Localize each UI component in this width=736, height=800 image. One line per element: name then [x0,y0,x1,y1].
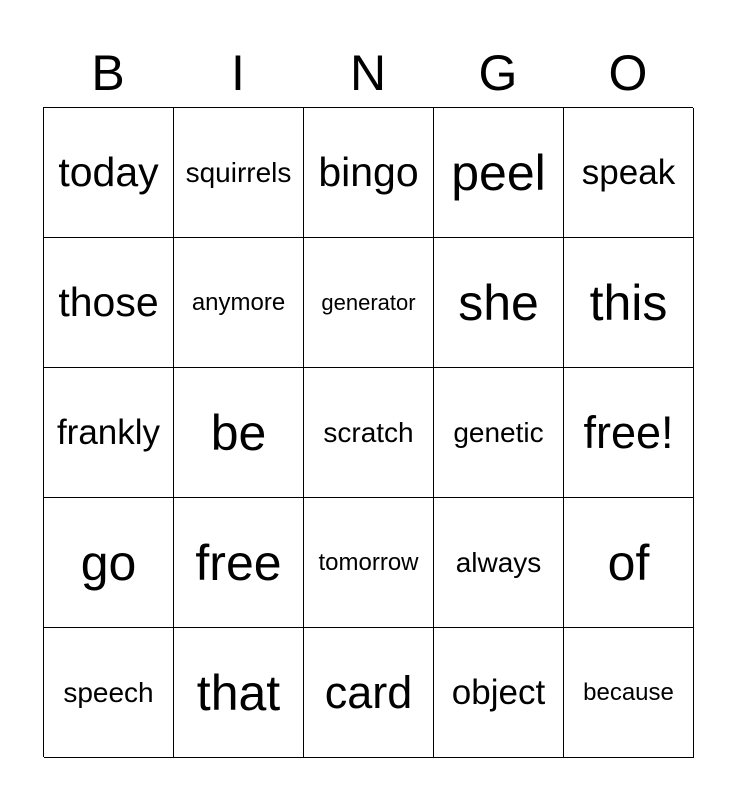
bingo-cell: speak [564,108,694,238]
bingo-cell: bingo [304,108,434,238]
bingo-cell: speech [44,628,174,758]
bingo-cell: card [304,628,434,758]
bingo-cell: that [174,628,304,758]
bingo-cell: tomorrow [304,498,434,628]
header-letter-o: O [608,45,648,101]
bingo-cell: go [44,498,174,628]
header-letter-n: N [349,45,387,101]
bingo-cell: be [174,368,304,498]
bingo-header [43,42,693,104]
bingo-cell: of [564,498,694,628]
bingo-cell: because [564,628,694,758]
bingo-cell: squirrels [174,108,304,238]
bingo-cell: frankly [44,368,174,498]
bingo-cell: today [44,108,174,238]
bingo-cell: free [174,498,304,628]
bingo-cell: always [434,498,564,628]
header-letter-i: I [231,45,245,101]
bingo-cell: this [564,238,694,368]
bingo-cell: generator [304,238,434,368]
bingo-cell: anymore [174,238,304,368]
bingo-board [43,107,693,757]
bingo-cell: object [434,628,564,758]
header-letter-g: G [478,45,518,101]
bingo-cell: genetic [434,368,564,498]
bingo-cell: peel [434,108,564,238]
bingo-cell: those [44,238,174,368]
bingo-cell: scratch [304,368,434,498]
bingo-cell: free! [564,368,694,498]
bingo-cell: she [434,238,564,368]
header-letter-b: B [91,45,125,101]
